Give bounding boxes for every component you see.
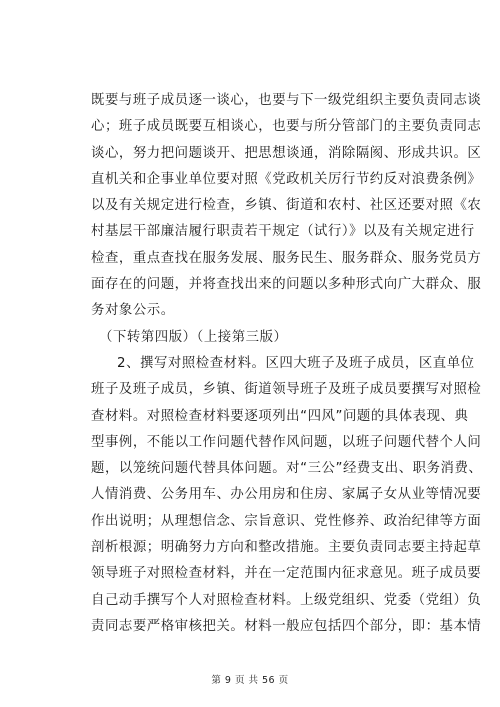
text-line: 查材料。对照检查材料要逐项列出“四风”问题的具体表现、典 — [91, 408, 469, 424]
text-line: 以及有关规定进行检查，乡镇、街道和农村、社区还要对照《农 — [91, 198, 482, 214]
text-line: 自己动手撰写个人对照检查材料。上级党组织、党委（党组）负 — [91, 592, 482, 608]
text-line: 责同志要严格审核把关。材料一般应包括四个部分，即：基本情 — [91, 618, 482, 634]
text-line: 面存在的问题，并将查找出来的问题以多种形式向广大群众、服 — [91, 277, 482, 293]
text-line: 谈心，努力把问题谈开、把思想谈通，消除隔阂、形成共识。区 — [91, 145, 482, 161]
text-line: 既要与班子成员逐一谈心，也要与下一级党组织主要负责同志谈 — [91, 93, 482, 108]
body-text — [91, 88, 483, 640]
text-line: 作出说明；从理想信念、宗旨意识、党性修养、政治纪律等方面 — [91, 513, 482, 529]
text-line: 直机关和企事业单位要对照《党政机关厉行节约反对浪费条例》 — [91, 171, 482, 187]
continuation-note: （下转第四版）（上接第三版） — [99, 329, 288, 345]
section-heading-line: 2、撰写对照检查材料。区四大班子及班子成员，区直单位 — [117, 355, 475, 371]
text-line: 心；班子成员既要互相谈心，也要与所分管部门的主要负责同志 — [91, 119, 482, 135]
text-line: 剖析根源；明确努力方向和整改措施。主要负责同志要主持起草 — [91, 540, 482, 556]
text-line: 班子及班子成员，乡镇、街道领导班子及班子成员要撰写对照检 — [91, 382, 482, 398]
text-line: 领导班子对照检查材料，并在一定范围内征求意见。班子成员要 — [91, 566, 482, 582]
text-line: 题，以笼统问题代替具体问题。对“三公”经费支出、职务消费、 — [91, 461, 483, 477]
page-number-footer: 第 9 页 共 56 页 — [211, 675, 289, 686]
text-line: 检查，重点查找在服务发展、服务民生、服务群众、服务党员方 — [91, 250, 482, 266]
text-line: 型事例，不能以工作问题代替作风问题，以班子问题代替个人问 — [91, 434, 482, 450]
text-line: 人情消费、公务用车、办公用房和住房、家属子女从业等情况要 — [91, 487, 482, 503]
text-line: 村基层干部廉洁履行职责若干规定（试行）》以及有关规定进行 — [91, 224, 475, 240]
text-line: 务对象公示。 — [91, 303, 175, 319]
